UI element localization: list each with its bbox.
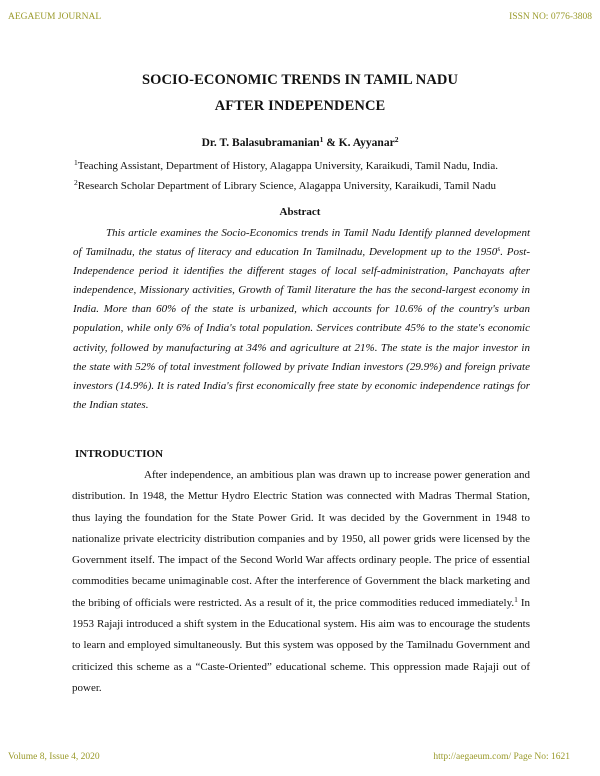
author-line — [0, 137, 600, 149]
affiliation-text: Teaching Assistant, Department of History, Alagappa University, Karaikudi, Tamil Nadu, India. — [77, 160, 498, 172]
journal-name: AEGAEUM JOURNAL — [8, 12, 102, 22]
affiliation-mark: 2 — [74, 178, 78, 187]
affiliation-text: Research Scholar Department of Library Science, Alagappa University, Karaikudi, Tamil Nadu — [77, 180, 497, 192]
volume-issue: Volume 8, Issue 4, 2020 — [8, 752, 100, 762]
affiliation-1 — [74, 160, 498, 172]
introduction-text-part-2: In 1953 Rajaji introduced a shift system in the Educational system. His aim was to encourage the students to learn and employed simultaneously. But this system was opposed by the Tamilnadu Government and criticized this scheme as a “Caste-Oriented” educational scheme. This oppression made Rajaji out of power. — [72, 596, 530, 694]
author-2: K. Ayyanar — [338, 137, 395, 149]
abstract-superscript: s — [497, 244, 501, 254]
introduction-heading: INTRODUCTION — [75, 448, 164, 460]
affiliation-mark: 1 — [74, 158, 78, 167]
introduction-text-part-1: After independence, an ambitious plan was drawn up to increase power generation and distribution. In 1948, the Mettur Hydro Electric Station was connected with Madras Thermal Station, thus laying the foundation for the State Power Grid. It was decided by the Government in 1948 to nationalize private electricity distribution companies and by 1950, all power grids were licensed by the Government itself. The impact of the Second World War affects ordinary people. The price of essential commodities became unimaginable cost. After the interference of Government the black marketing and the bribing of officials were restricted. As a result of it, the price commodities reduced immediately. — [72, 469, 530, 609]
paper-title-line-2: AFTER INDEPENDENCE — [214, 98, 386, 114]
abstract-body — [73, 224, 530, 415]
paper-title-line-1: SOCIO-ECONOMIC TRENDS IN TAMIL NADU — [141, 72, 459, 88]
introduction-body — [72, 465, 530, 699]
author-1-affiliation-mark: 1 — [319, 135, 324, 144]
abstract-text-part-1: This article examines the Socio-Economics trends in Tamil Nadu Identify planned development of Tamilnadu, the status of literacy and education In Tamilnadu, Development up to the 1950 — [73, 227, 530, 259]
url-page-number: http://aegaeum.com/ Page No: 1621 — [433, 752, 570, 762]
issn-number: ISSN NO: 0776-3808 — [509, 12, 592, 22]
abstract-text-part-2: . Post-Independence period it identifies the different stages of local self-administration, Panchayats after independence, Missionary activities, Growth of Tamil literature the has the second-largest economy in India. More than 60% of the state is urbanized, which accounts for 10.6% of the country's urban population, while only 6% of India's total population. Services contribute 45% to the state's economic activity, followed by manufacturing at 34% and agriculture at 21%. The state is the major investor in the state with 52% of total investment followed by private Indian investors (29.9%) and foreign private investors (14.9%). It is rated India's first economically free state by economic independence ratings for the Indian states. — [73, 246, 530, 411]
affiliation-2 — [74, 180, 496, 192]
footnote-reference: 1 — [514, 594, 518, 604]
abstract-heading: Abstract — [279, 206, 321, 218]
author-2-affiliation-mark: 2 — [394, 135, 399, 144]
author-separator: & — [323, 137, 339, 149]
author-1: Dr. T. Balasubramanian — [201, 137, 320, 149]
